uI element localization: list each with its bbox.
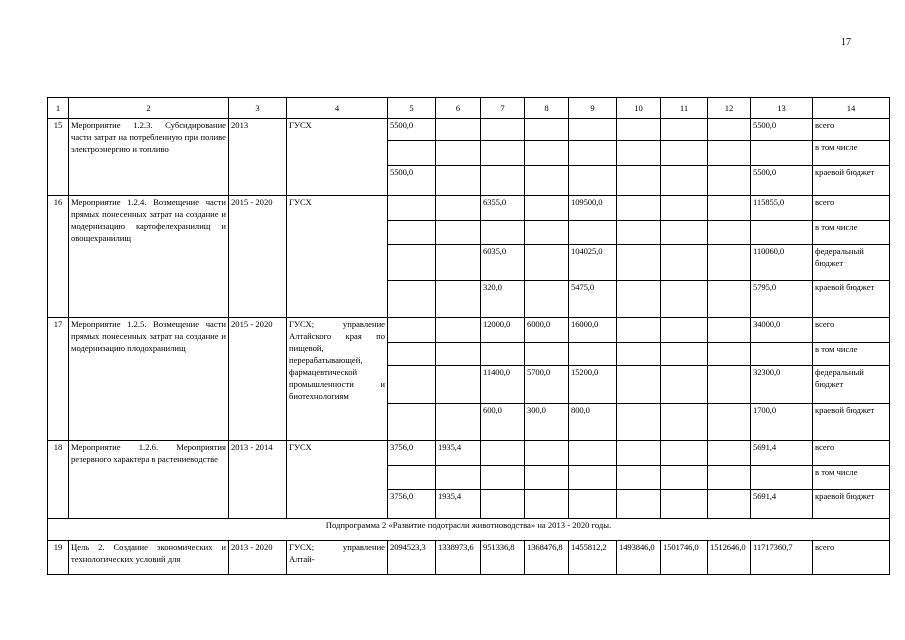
value-cell: 1338973,6 <box>436 541 481 575</box>
row-number: 16 <box>48 196 69 318</box>
value-cell <box>708 466 751 490</box>
funding-source-cell: в том числе <box>813 141 890 166</box>
value-cell: 1368476,8 <box>525 541 569 575</box>
value-cell <box>708 318 751 343</box>
value-cell: 1935,4 <box>436 441 481 466</box>
funding-source-cell: всего <box>813 441 890 466</box>
value-cell: 320,0 <box>481 281 525 318</box>
funding-source-cell: всего <box>813 196 890 221</box>
value-cell <box>569 221 617 245</box>
value-cell: 16000,0 <box>569 318 617 343</box>
value-cell <box>569 119 617 141</box>
value-cell <box>661 343 708 366</box>
value-cell <box>661 141 708 166</box>
value-cell <box>525 245 569 281</box>
funding-source-cell: в том числе <box>813 343 890 366</box>
header-cell: 10 <box>617 98 661 119</box>
executor-cell: ГУСХ <box>287 196 388 318</box>
value-cell: 5500,0 <box>751 119 813 141</box>
value-cell: 6000,0 <box>525 318 569 343</box>
value-cell <box>388 221 436 245</box>
value-cell: 32300,0 <box>751 366 813 404</box>
value-cell <box>751 221 813 245</box>
header-cell: 1 <box>48 98 69 119</box>
value-cell <box>617 318 661 343</box>
value-cell <box>525 196 569 221</box>
value-cell <box>617 281 661 318</box>
value-cell <box>617 404 661 441</box>
value-cell <box>751 141 813 166</box>
value-cell <box>436 196 481 221</box>
value-cell <box>436 343 481 366</box>
row-number: 19 <box>48 541 69 575</box>
funding-source-cell: федеральный бюджет <box>813 366 890 404</box>
header-cell: 14 <box>813 98 890 119</box>
value-cell: 5500,0 <box>388 119 436 141</box>
executor-cell: ГУСХ; управление Алтайского края по пищевой, перерабатывающей, фармацевтической промышленности и биотехнологиям <box>287 318 388 441</box>
value-cell <box>751 343 813 366</box>
value-cell <box>708 166 751 196</box>
value-cell: 600,0 <box>481 404 525 441</box>
value-cell <box>569 166 617 196</box>
goal-name: Цель 2. Создание экономических и технологических условий для <box>69 541 229 575</box>
value-cell <box>481 441 525 466</box>
value-cell <box>481 221 525 245</box>
value-cell: 34000,0 <box>751 318 813 343</box>
value-cell: 12000,0 <box>481 318 525 343</box>
value-cell <box>661 318 708 343</box>
value-cell <box>661 490 708 519</box>
value-cell <box>617 221 661 245</box>
value-cell <box>569 441 617 466</box>
header-cell: 9 <box>569 98 617 119</box>
value-cell: 6035,0 <box>481 245 525 281</box>
value-cell <box>617 490 661 519</box>
value-cell: 951336,8 <box>481 541 525 575</box>
value-cell <box>661 166 708 196</box>
value-cell <box>708 441 751 466</box>
value-cell <box>481 490 525 519</box>
header-cell: 2 <box>69 98 229 119</box>
value-cell <box>436 366 481 404</box>
value-cell <box>617 166 661 196</box>
value-cell: 15200,0 <box>569 366 617 404</box>
value-cell <box>708 221 751 245</box>
value-cell <box>481 119 525 141</box>
header-cell: 11 <box>661 98 708 119</box>
value-cell <box>525 281 569 318</box>
measure-name: Мероприятие 1.2.3. Субсидирование части затрат на потребленную при поливе электроэнергию и топливо <box>69 119 229 196</box>
table-row <box>48 119 890 141</box>
value-cell: 5500,0 <box>751 166 813 196</box>
executor-cell: ГУСХ <box>287 441 388 519</box>
period-cell: 2013 - 2014 <box>229 441 287 519</box>
value-cell: 6355,0 <box>481 196 525 221</box>
row-number: 17 <box>48 318 69 441</box>
executor-cell: ГУСХ; управление Алтай- <box>287 541 388 575</box>
value-cell <box>388 196 436 221</box>
value-cell <box>751 466 813 490</box>
value-cell <box>708 141 751 166</box>
header-cell: 7 <box>481 98 525 119</box>
value-cell <box>661 404 708 441</box>
table-row <box>48 196 890 221</box>
value-cell <box>436 404 481 441</box>
funding-source-cell: краевой бюджет <box>813 490 890 519</box>
funding-source-cell: краевой бюджет <box>813 166 890 196</box>
page-number: 17 <box>841 37 851 48</box>
value-cell <box>525 221 569 245</box>
value-cell <box>617 119 661 141</box>
value-cell <box>661 281 708 318</box>
value-cell <box>708 119 751 141</box>
value-cell <box>617 441 661 466</box>
header-cell: 12 <box>708 98 751 119</box>
funding-source-cell: всего <box>813 318 890 343</box>
value-cell: 110060,0 <box>751 245 813 281</box>
value-cell <box>436 281 481 318</box>
header-cell: 8 <box>525 98 569 119</box>
value-cell <box>708 343 751 366</box>
period-cell: 2015 - 2020 <box>229 318 287 441</box>
header-cell: 5 <box>388 98 436 119</box>
value-cell <box>708 490 751 519</box>
value-cell <box>525 441 569 466</box>
value-cell <box>388 343 436 366</box>
value-cell <box>661 196 708 221</box>
value-cell: 2094523,3 <box>388 541 436 575</box>
header-cell: 3 <box>229 98 287 119</box>
executor-cell: ГУСХ <box>287 119 388 196</box>
value-cell <box>481 343 525 366</box>
row-number: 18 <box>48 441 69 519</box>
funding-source-cell: в том числе <box>813 221 890 245</box>
value-cell <box>661 466 708 490</box>
value-cell <box>481 166 525 196</box>
value-cell: 1493846,0 <box>617 541 661 575</box>
value-cell <box>525 166 569 196</box>
period-cell: 2013 <box>229 119 287 196</box>
value-cell: 1512646,0 <box>708 541 751 575</box>
period-cell: 2013 - 2020 <box>229 541 287 575</box>
value-cell <box>617 343 661 366</box>
table-row <box>48 441 890 466</box>
value-cell <box>708 196 751 221</box>
row-number: 15 <box>48 119 69 196</box>
value-cell <box>436 166 481 196</box>
value-cell <box>661 366 708 404</box>
value-cell <box>388 466 436 490</box>
value-cell: 115855,0 <box>751 196 813 221</box>
value-cell <box>388 366 436 404</box>
value-cell: 300,0 <box>525 404 569 441</box>
value-cell <box>661 119 708 141</box>
header-row <box>48 98 890 119</box>
value-cell <box>436 466 481 490</box>
measure-name: Мероприятие 1.2.4. Возмещение части прямых понесенных затрат на создание и модернизацию картофелехранилищ и овощехранилищ <box>69 196 229 318</box>
value-cell <box>708 404 751 441</box>
value-cell <box>708 366 751 404</box>
value-cell <box>708 281 751 318</box>
value-cell <box>617 196 661 221</box>
header-cell: 4 <box>287 98 388 119</box>
measure-name: Мероприятие 1.2.6. Мероприятия резервного характера в растениеводстве <box>69 441 229 519</box>
table-row <box>48 541 890 575</box>
value-cell <box>436 245 481 281</box>
value-cell <box>388 281 436 318</box>
value-cell <box>525 490 569 519</box>
value-cell <box>388 245 436 281</box>
value-cell: 1700,0 <box>751 404 813 441</box>
measure-name: Мероприятие 1.2.5. Возмещение части прямых понесенных затрат на создание и модернизацию плодохранилищ <box>69 318 229 441</box>
funding-source-cell: федеральный бюджет <box>813 245 890 281</box>
value-cell: 5795,0 <box>751 281 813 318</box>
value-cell <box>436 141 481 166</box>
value-cell: 800,0 <box>569 404 617 441</box>
program-table <box>47 97 890 575</box>
funding-source-cell: всего <box>813 119 890 141</box>
value-cell <box>661 245 708 281</box>
value-cell <box>617 245 661 281</box>
value-cell <box>708 245 751 281</box>
value-cell <box>481 141 525 166</box>
value-cell: 5475,0 <box>569 281 617 318</box>
value-cell <box>661 441 708 466</box>
value-cell <box>661 221 708 245</box>
period-cell: 2015 - 2020 <box>229 196 287 318</box>
value-cell <box>525 466 569 490</box>
value-cell <box>569 466 617 490</box>
value-cell: 5500,0 <box>388 166 436 196</box>
funding-source-cell: в том числе <box>813 466 890 490</box>
table-row <box>48 318 890 343</box>
value-cell: 5700,0 <box>525 366 569 404</box>
value-cell: 3756,0 <box>388 490 436 519</box>
value-cell: 3756,0 <box>388 441 436 466</box>
value-cell <box>569 141 617 166</box>
value-cell <box>436 318 481 343</box>
value-cell: 11400,0 <box>481 366 525 404</box>
value-cell <box>617 141 661 166</box>
value-cell: 1935,4 <box>436 490 481 519</box>
value-cell <box>617 366 661 404</box>
value-cell <box>617 466 661 490</box>
header-cell: 6 <box>436 98 481 119</box>
value-cell <box>525 343 569 366</box>
subprogram-title: Подпрограмма 2 «Развитие подотрасли животноводства» на 2013 - 2020 годы. <box>48 519 890 541</box>
header-cell: 13 <box>751 98 813 119</box>
value-cell <box>436 221 481 245</box>
funding-source-cell: краевой бюджет <box>813 404 890 441</box>
value-cell <box>525 141 569 166</box>
value-cell <box>436 119 481 141</box>
funding-source-cell: всего <box>813 541 890 575</box>
value-cell: 5691,4 <box>751 441 813 466</box>
value-cell: 5691,4 <box>751 490 813 519</box>
value-cell <box>569 490 617 519</box>
value-cell: 11717360,7 <box>751 541 813 575</box>
funding-source-cell: краевой бюджет <box>813 281 890 318</box>
value-cell <box>388 141 436 166</box>
value-cell <box>481 466 525 490</box>
value-cell <box>388 318 436 343</box>
value-cell <box>569 343 617 366</box>
value-cell: 1455812,2 <box>569 541 617 575</box>
value-cell <box>388 404 436 441</box>
value-cell: 109500,0 <box>569 196 617 221</box>
value-cell <box>525 119 569 141</box>
subprogram-row <box>48 519 890 541</box>
value-cell: 104025,0 <box>569 245 617 281</box>
value-cell: 1501746,0 <box>661 541 708 575</box>
